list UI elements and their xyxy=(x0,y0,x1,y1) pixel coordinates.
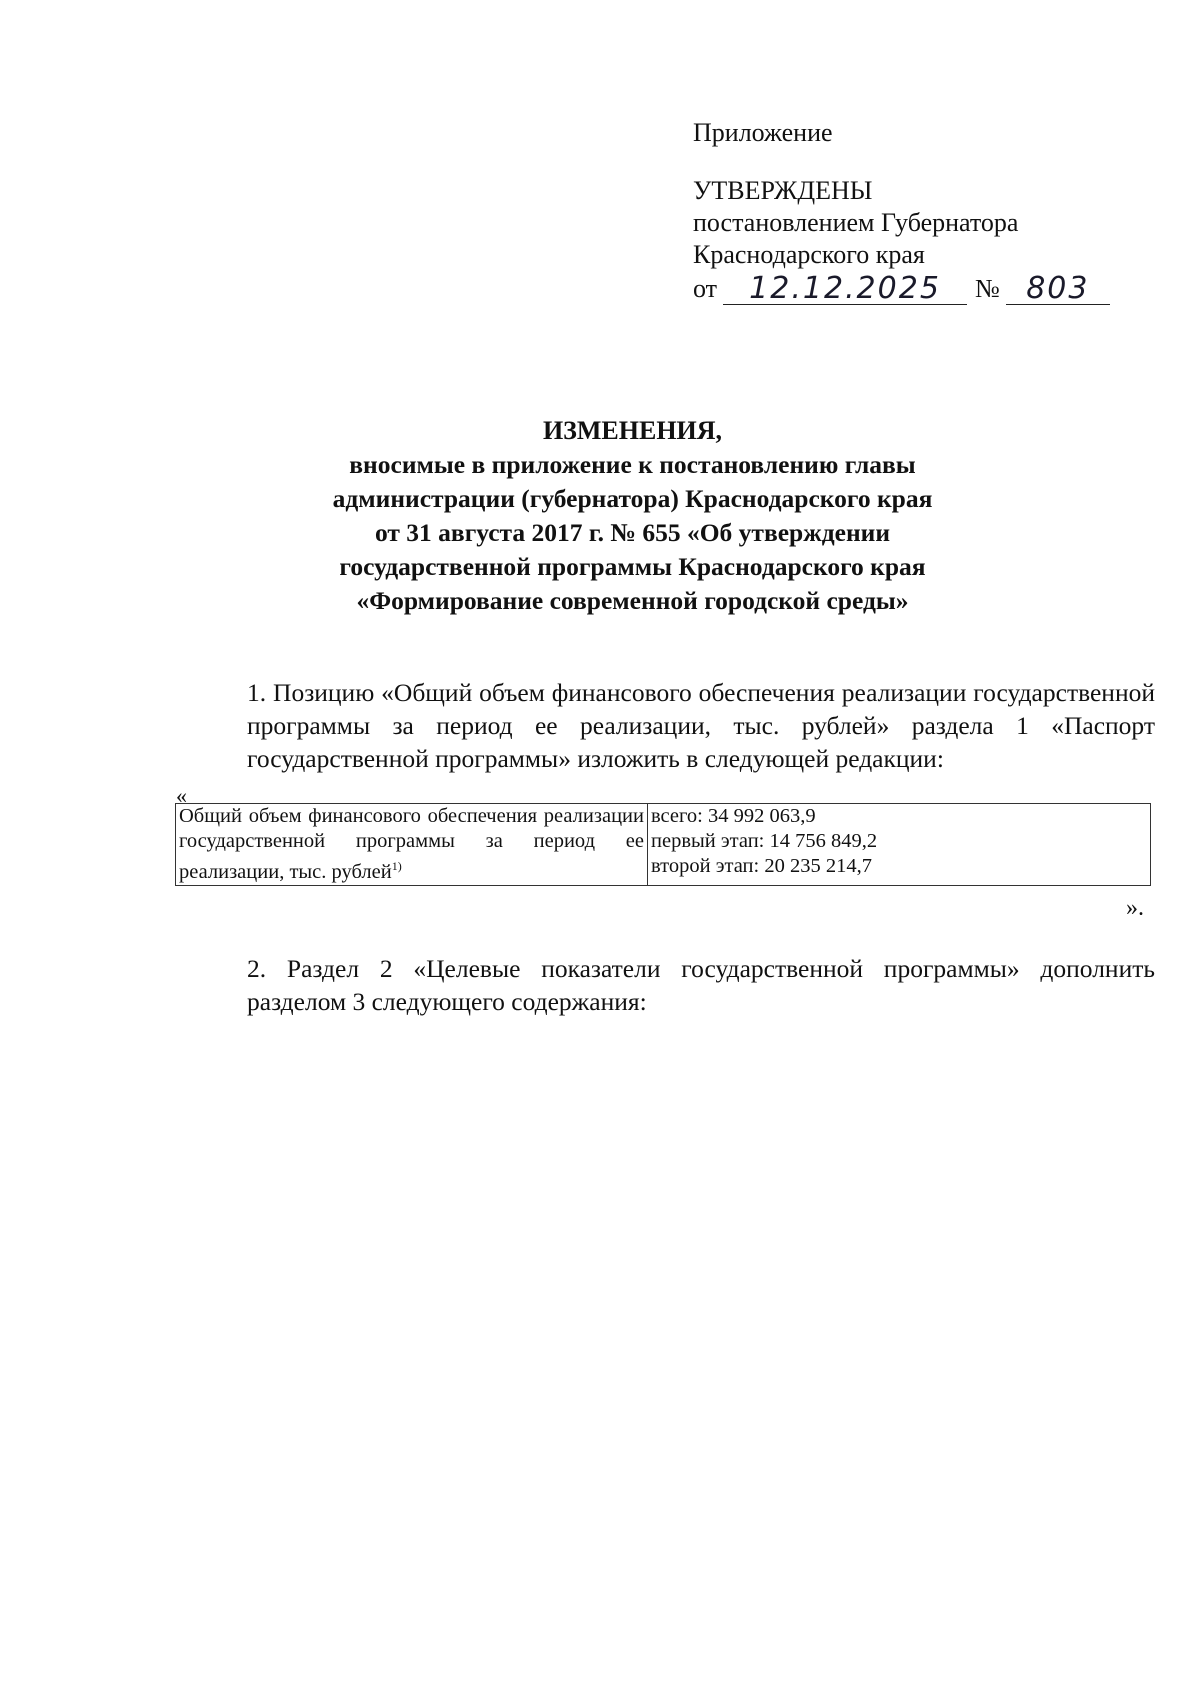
title-line2: администрации (губернатора) Краснодарского края xyxy=(332,484,933,513)
handwritten-date: 12.12.2025 xyxy=(723,274,967,305)
handwritten-number: 803 xyxy=(1006,274,1110,305)
number-prefix: № xyxy=(975,274,1000,303)
financing-total: всего: 34 992 063,9 xyxy=(651,805,816,827)
paragraph-1 xyxy=(175,676,1155,775)
paragraph-2 xyxy=(175,952,1155,1018)
date-prefix: от xyxy=(693,274,718,303)
footnote-mark: 1) xyxy=(391,859,402,873)
paragraph-1-text: 1. Позицию «Общий объем финансового обеспечения реализации государственной программы за период ее реализации, тыс. рублей» раздела 1 «Паспорт государственной программы» изложить в следующей редакции: xyxy=(247,678,1155,773)
approval-date-number-row xyxy=(693,273,1110,305)
approval-authority-line2: Краснодарского края xyxy=(693,240,925,269)
approval-stamp xyxy=(693,117,1110,305)
document-title xyxy=(175,414,1090,618)
closing-quote: ». xyxy=(1126,895,1144,921)
financing-label: Общий объем финансового обеспечения реализации государственной программы за период ее реализации, тыс. рублей xyxy=(179,805,644,883)
financing-values-cell xyxy=(648,804,1151,886)
appendix-label: Приложение xyxy=(693,118,833,147)
financing-stage-2: второй этап: 20 235 214,7 xyxy=(651,855,872,877)
title-line4: государственной программы Краснодарского края xyxy=(339,552,926,581)
opening-quote: « xyxy=(176,783,187,808)
approval-authority-line1: постановлением Губернатора xyxy=(693,208,1019,237)
title-line5: «Формирование современной городской среды» xyxy=(356,586,909,615)
paragraph-2-text: 2. Раздел 2 «Целевые показатели государственной программы» дополнить разделом 3 следующего содержания: xyxy=(247,954,1155,1016)
title-line1: вносимые в приложение к постановлению главы xyxy=(349,450,916,479)
title-line3: от 31 августа 2017 г. № 655 «Об утверждении xyxy=(374,518,891,547)
financing-table xyxy=(175,803,1151,886)
approved-label: УТВЕРЖДЕНЫ xyxy=(693,176,873,205)
table-row xyxy=(176,804,1151,886)
financing-label-cell xyxy=(176,804,648,886)
title-main: ИЗМЕНЕНИЯ, xyxy=(542,416,723,445)
financing-stage-1: первый этап: 14 756 849,2 xyxy=(651,830,878,852)
